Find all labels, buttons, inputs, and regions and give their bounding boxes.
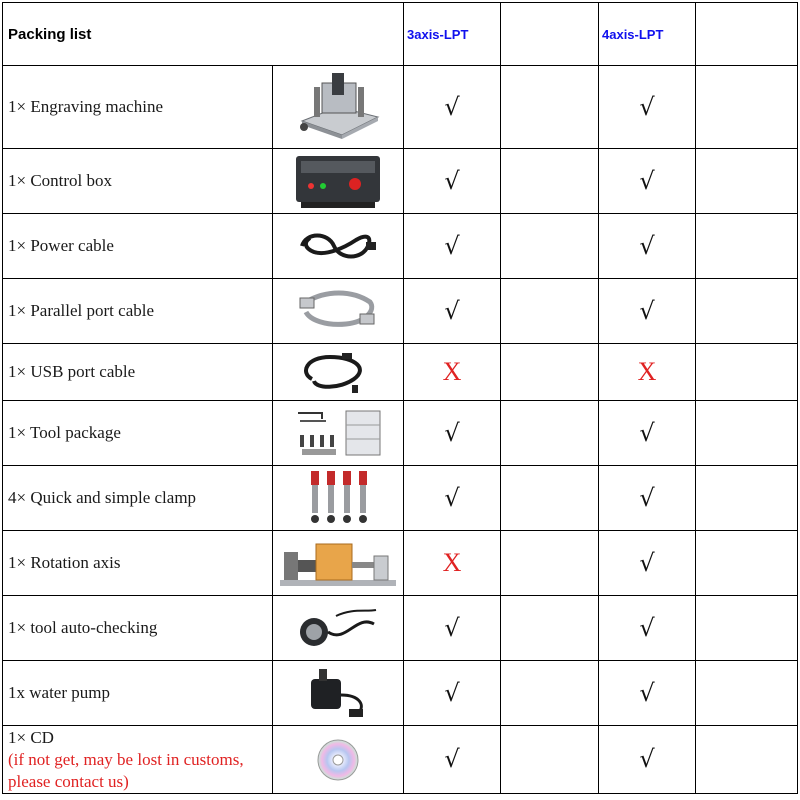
item-image-cell	[273, 214, 404, 279]
checkmark-icon: √	[639, 745, 655, 773]
empty-cell	[696, 66, 798, 149]
empty-cell	[501, 531, 599, 596]
item-name-cell	[3, 279, 273, 344]
power-cable-icon	[296, 237, 380, 254]
checkmark-icon: √	[444, 483, 460, 512]
item-image-cell	[273, 596, 404, 661]
tool-sensor-icon	[296, 619, 380, 636]
mark-cell-3axis	[404, 279, 501, 344]
empty-cell	[696, 531, 798, 596]
item-name-cell	[3, 531, 273, 596]
item-name: 1× Tool package	[8, 423, 121, 442]
item-image-cell	[273, 531, 404, 596]
checkmark-icon: √	[639, 92, 655, 121]
packing-row	[3, 66, 798, 149]
checkmark-icon: √	[444, 296, 460, 325]
cross-icon: X	[442, 356, 462, 386]
rotation-axis-icon	[278, 554, 398, 571]
item-image-cell	[273, 661, 404, 726]
item-image-cell	[273, 726, 404, 794]
empty-cell	[696, 149, 798, 214]
item-name-cell	[3, 726, 273, 794]
empty-cell	[696, 661, 798, 726]
mark-cell-4axis	[599, 661, 696, 726]
empty-cell	[696, 596, 798, 661]
empty-cell	[696, 279, 798, 344]
mark-cell-4axis	[599, 596, 696, 661]
item-name-cell	[3, 401, 273, 466]
checkmark-icon: √	[444, 166, 460, 195]
empty-header-cell	[501, 3, 599, 66]
item-name: 4× Quick and simple clamp	[8, 488, 197, 507]
mark-cell-4axis	[599, 149, 696, 214]
mark-cell-4axis	[599, 214, 696, 279]
packing-row	[3, 344, 798, 401]
cross-icon: X	[442, 547, 462, 577]
empty-cell	[501, 344, 599, 401]
packing-row	[3, 401, 798, 466]
empty-cell	[696, 401, 798, 466]
packing-row	[3, 596, 798, 661]
column-header-3axis: 3axis-LPT	[404, 3, 501, 66]
mark-cell-3axis	[404, 726, 501, 794]
checkmark-icon: √	[639, 548, 655, 577]
water-pump-icon	[303, 684, 373, 701]
empty-header-cell	[696, 3, 798, 66]
item-image-cell	[273, 66, 404, 149]
item-image-cell	[273, 466, 404, 531]
checkmark-icon: √	[639, 418, 655, 447]
item-name: 1× Power cable	[8, 236, 114, 255]
empty-cell	[696, 726, 798, 794]
item-image-cell	[273, 149, 404, 214]
packing-row	[3, 214, 798, 279]
item-name-cell	[3, 214, 273, 279]
empty-cell	[696, 344, 798, 401]
mark-cell-4axis	[599, 66, 696, 149]
checkmark-icon: √	[444, 613, 460, 642]
packing-list-table	[2, 2, 798, 794]
mark-cell-3axis	[404, 596, 501, 661]
mark-cell-3axis	[404, 149, 501, 214]
item-name: 1× Parallel port cable	[8, 301, 155, 320]
empty-cell	[501, 149, 599, 214]
mark-cell-4axis	[599, 401, 696, 466]
mark-cell-4axis	[599, 531, 696, 596]
engraving-machine-icon	[292, 98, 384, 115]
mark-cell-4axis	[599, 726, 696, 794]
empty-cell	[501, 596, 599, 661]
item-name: 1× Engraving machine	[8, 97, 163, 116]
mark-cell-3axis	[404, 531, 501, 596]
header-row	[3, 3, 798, 66]
item-note-line: please contact us)	[8, 771, 129, 791]
checkmark-icon: √	[639, 483, 655, 512]
empty-cell	[501, 214, 599, 279]
checkmark-icon: √	[639, 678, 655, 707]
item-name-cell	[3, 149, 273, 214]
item-name: 1× CD	[8, 727, 54, 747]
mark-cell-3axis	[404, 66, 501, 149]
checkmark-icon: √	[444, 678, 460, 707]
cd-icon	[316, 750, 360, 767]
mark-cell-3axis	[404, 214, 501, 279]
item-note-line: (if not get, may be lost in customs,	[8, 749, 244, 769]
control-box-icon	[293, 172, 383, 189]
packing-row	[3, 531, 798, 596]
mark-cell-3axis	[404, 401, 501, 466]
item-name: 1× Rotation axis	[8, 553, 121, 572]
packing-row	[3, 466, 798, 531]
usb-cable-icon	[296, 363, 380, 380]
mark-cell-4axis	[599, 279, 696, 344]
item-name: 1× tool auto-checking	[8, 618, 158, 637]
empty-cell	[501, 726, 599, 794]
packing-row	[3, 279, 798, 344]
packing-row	[3, 661, 798, 726]
empty-cell	[501, 279, 599, 344]
checkmark-icon: √	[639, 296, 655, 325]
checkmark-icon: √	[444, 745, 460, 773]
packing-row	[3, 726, 798, 794]
item-image-cell	[273, 401, 404, 466]
item-name: 1× USB port cable	[8, 362, 136, 381]
checkmark-icon: √	[444, 418, 460, 447]
checkmark-icon: √	[444, 92, 460, 121]
item-name-cell	[3, 466, 273, 531]
item-image-cell	[273, 279, 404, 344]
mark-cell-4axis	[599, 466, 696, 531]
mark-cell-3axis	[404, 661, 501, 726]
empty-cell	[696, 214, 798, 279]
packing-list-title: Packing list	[3, 3, 404, 66]
packing-rows	[3, 66, 798, 794]
checkmark-icon: √	[444, 231, 460, 260]
empty-cell	[501, 401, 599, 466]
checkmark-icon: √	[639, 166, 655, 195]
checkmark-icon: √	[639, 613, 655, 642]
item-name-cell	[3, 661, 273, 726]
item-image-cell	[273, 344, 404, 401]
column-header-4axis: 4axis-LPT	[599, 3, 696, 66]
item-name: 1x water pump	[8, 683, 110, 702]
empty-cell	[501, 661, 599, 726]
item-name-cell	[3, 596, 273, 661]
mark-cell-4axis	[599, 344, 696, 401]
mark-cell-3axis	[404, 466, 501, 531]
packing-row	[3, 149, 798, 214]
empty-cell	[696, 466, 798, 531]
mark-cell-3axis	[404, 344, 501, 401]
tool-package-icon	[292, 424, 384, 441]
checkmark-icon: √	[639, 231, 655, 260]
item-name: 1× Control box	[8, 171, 113, 190]
cross-icon: X	[637, 356, 657, 386]
parallel-port-cable-icon	[296, 302, 380, 319]
clamp-icon	[301, 489, 375, 506]
item-name-cell	[3, 344, 273, 401]
empty-cell	[501, 466, 599, 531]
empty-cell	[501, 66, 599, 149]
item-name-cell	[3, 66, 273, 149]
